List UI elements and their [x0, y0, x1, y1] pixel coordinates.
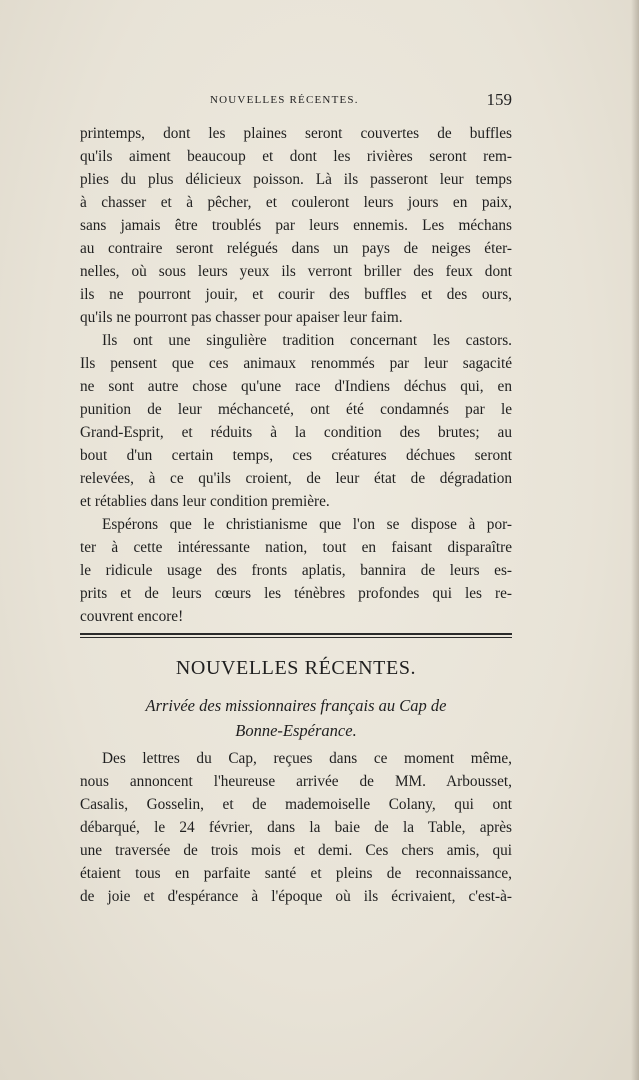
subheading-line: Arrivée des missionnaires français au Cap de — [145, 696, 447, 715]
divider-thick-line — [80, 633, 512, 635]
text-line: nelles, où sous leurs yeux ils verront briller des feux dont — [80, 263, 512, 280]
text-line: plies du plus délicieux poisson. Là ils passeront leur temps — [80, 171, 512, 188]
subheading-line: Bonne-Espérance. — [235, 721, 357, 740]
text-line: Grand-Esprit, et réduits à la condition des brutes; au — [80, 424, 512, 441]
body-text-part1 — [80, 122, 512, 628]
text-line: relevées, à ce qu'ils croient, de leur état de dégradation — [80, 470, 512, 487]
section-heading: NOUVELLES RÉCENTES. — [175, 657, 417, 679]
text-line: ter à cette intéressante nation, tout en faisant disparaître — [80, 539, 512, 556]
text-line: Ils pensent que ces animaux renommés par leur sagacité — [80, 355, 512, 372]
text-line: bout d'un certain temps, ces créatures déchues seront — [80, 447, 512, 464]
page-header — [80, 90, 512, 114]
text-line: à chasser et à pêcher, et couleront leurs jours en paix, — [80, 194, 512, 211]
text-line: Des lettres du Cap, reçues dans ce moment même, — [102, 750, 512, 767]
running-title: NOUVELLES RÉCENTES. — [210, 94, 359, 106]
text-line: une traversée de trois mois et demi. Ces chers amis, qui — [80, 842, 512, 859]
text-line: ils ne pourront jouir, et courir des buffles et des ours, — [80, 286, 512, 303]
section-divider — [80, 633, 512, 639]
text-line: de joie et d'espérance à l'époque où ils écrivaient, c'est-à- — [80, 888, 512, 905]
text-line: Espérons que le christianisme que l'on se dispose à por- — [102, 516, 512, 533]
divider-thin-line — [80, 637, 512, 638]
text-line: printemps, dont les plaines seront couvertes de buffles — [80, 125, 512, 142]
text-line: punition de leur méchanceté, ont été condamnés par le — [80, 401, 512, 418]
text-line: nous annoncent l'heureuse arrivée de MM. Arbousset, — [80, 773, 512, 790]
page-number: 159 — [486, 90, 512, 109]
text-line: couvrent encore! — [80, 608, 184, 625]
text-line: le ridicule usage des fronts aplatis, bannira de leurs es- — [80, 562, 512, 579]
text-line: Ils ont une singulière tradition concernant les castors. — [102, 332, 512, 349]
text-line: étaient tous en parfaite santé et pleins de reconnaissance, — [80, 865, 512, 882]
text-line: au contraire seront relégués dans un pays de neiges éter- — [80, 240, 512, 257]
body-text-part2 — [80, 747, 512, 908]
text-line: qu'ils aiment beaucoup et dont les rivières seront rem- — [80, 148, 512, 165]
text-line: et rétablies dans leur condition première. — [80, 493, 330, 510]
text-line: sans jamais être troublés par leurs ennemis. Les méchans — [80, 217, 512, 234]
text-line: Casalis, Gosselin, et de mademoiselle Colany, qui ont — [80, 796, 512, 813]
section-subheading — [80, 693, 512, 743]
text-line: prits et de leurs cœurs les ténèbres profondes qui les re- — [80, 585, 512, 602]
page-edge-shadow — [631, 0, 639, 1080]
text-line: débarqué, le 24 février, dans la baie de la Table, après — [80, 819, 512, 836]
text-line: ne sont autre chose qu'une race d'Indiens déchus qui, en — [80, 378, 512, 395]
text-line: qu'ils ne pourront pas chasser pour apaiser leur faim. — [80, 309, 403, 326]
